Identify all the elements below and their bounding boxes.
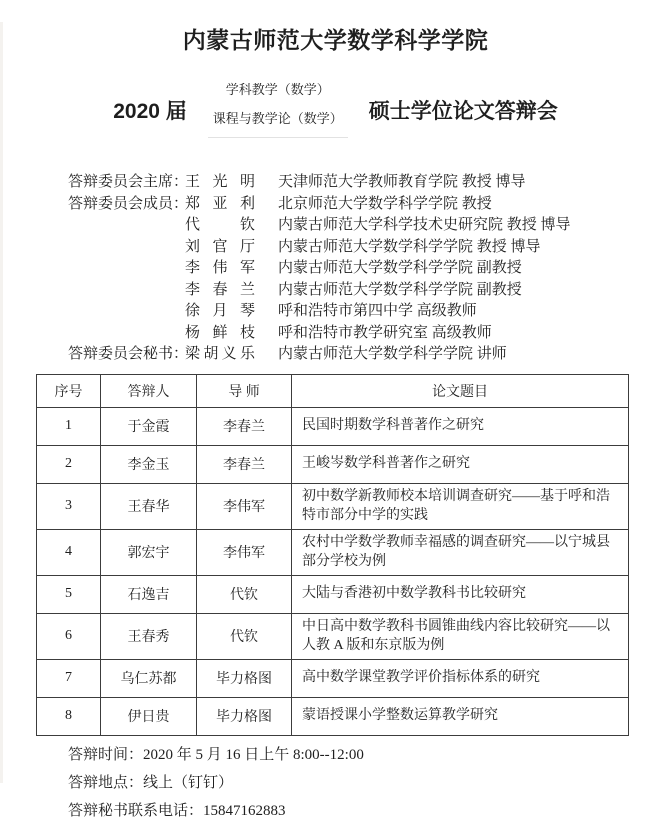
table-row bbox=[37, 407, 629, 445]
table-row bbox=[37, 483, 629, 529]
committee-member-affiliation: 内蒙古师范大学数学科学学院 副教授 bbox=[278, 260, 522, 276]
table-row bbox=[37, 697, 629, 735]
committee-member-name: 徐 月 琴 bbox=[185, 303, 255, 319]
cell-defender: 伊日贵 bbox=[101, 697, 197, 735]
cell-advisor: 毕力格图 bbox=[197, 659, 292, 697]
committee-member-name: 李 伟 军 bbox=[185, 260, 255, 276]
col-header-advisor: 导 师 bbox=[197, 374, 292, 407]
committee-role-label: 答辩委员会主席： bbox=[68, 174, 189, 190]
committee-member-affiliation: 呼和浩特市第四中学 高级教师 bbox=[278, 303, 477, 319]
committee-role-label bbox=[68, 258, 185, 280]
committee-list bbox=[68, 172, 671, 366]
cell-index: 5 bbox=[37, 575, 101, 613]
cell-index: 8 bbox=[37, 697, 101, 735]
program-stack bbox=[204, 81, 352, 138]
cell-thesis-title: 民国时期数学科普著作之研究 bbox=[292, 407, 629, 445]
committee-member-name: 王 光 明 bbox=[185, 174, 255, 190]
cell-thesis-title: 农村中学数学教师幸福感的调查研究——以宁城县部分学校为例 bbox=[292, 529, 629, 575]
committee-member-affiliation: 内蒙古师范大学科学技术史研究院 教授 博导 bbox=[278, 217, 571, 233]
committee-role-label: 答辩委员会秘书： bbox=[68, 346, 189, 362]
cell-index: 4 bbox=[37, 529, 101, 575]
cell-index: 6 bbox=[37, 613, 101, 659]
committee-member-affiliation: 呼和浩特市教学研究室 高级教师 bbox=[278, 324, 492, 341]
committee-row bbox=[68, 194, 671, 216]
col-header-index: 序号 bbox=[37, 374, 101, 407]
committee-row bbox=[68, 280, 671, 302]
committee-member-affiliation: 天津师范大学教师教育学院 教授 博导 bbox=[278, 174, 526, 190]
committee-member-name: 杨 鲜 枝 bbox=[185, 324, 255, 341]
cell-thesis-title: 蒙语授课小学整数运算教学研究 bbox=[292, 697, 629, 735]
committee-role-label bbox=[68, 237, 185, 259]
cell-thesis-title: 初中数学新教师校本培训调查研究——基于呼和浩特市部分中学的实践 bbox=[292, 483, 629, 529]
committee-row bbox=[68, 301, 671, 323]
cell-defender: 于金霞 bbox=[101, 407, 197, 445]
document-page bbox=[0, 22, 671, 820]
program-bottom: 课程与教学论（数学） bbox=[212, 111, 343, 126]
heading-suffix: 硕士学位论文答辩会 bbox=[368, 99, 558, 123]
table-row bbox=[37, 445, 629, 483]
committee-row bbox=[68, 323, 671, 345]
cell-advisor: 李伟军 bbox=[197, 529, 292, 575]
cell-defender: 郭宏宇 bbox=[101, 529, 197, 575]
footer-info bbox=[68, 747, 671, 820]
committee-row bbox=[68, 344, 671, 366]
committee-member-name: 梁胡义乐 bbox=[185, 346, 255, 362]
col-header-defender: 答辩人 bbox=[101, 374, 197, 407]
cell-defender: 石逸吉 bbox=[101, 575, 197, 613]
table-row bbox=[37, 575, 629, 613]
cell-defender: 王春秀 bbox=[101, 613, 197, 659]
cell-advisor: 代钦 bbox=[197, 613, 292, 659]
program-top: 学科教学（数学） bbox=[225, 82, 330, 97]
defense-place: 答辩地点：线上（钉钉） bbox=[68, 774, 234, 791]
cell-advisor: 代钦 bbox=[197, 575, 292, 613]
committee-role-label: 答辩委员会成员： bbox=[68, 195, 189, 212]
cell-thesis-title: 王峻岑数学科普著作之研究 bbox=[292, 445, 629, 483]
cell-index: 3 bbox=[37, 483, 101, 529]
cell-thesis-title: 高中数学课堂教学评价指标体系的研究 bbox=[292, 659, 629, 697]
committee-role-label bbox=[68, 323, 185, 345]
heading-year: 2020 届 bbox=[113, 99, 187, 123]
table-row bbox=[37, 613, 629, 659]
cell-defender: 王春华 bbox=[101, 483, 197, 529]
committee-member-affiliation: 内蒙古师范大学数学科学学院 讲师 bbox=[278, 346, 507, 362]
cell-index: 2 bbox=[37, 445, 101, 483]
table-header-row bbox=[37, 374, 629, 407]
committee-member-name: 郑 亚 利 bbox=[185, 195, 255, 212]
committee-row bbox=[68, 172, 671, 194]
committee-member-name: 李 春 兰 bbox=[185, 281, 255, 298]
committee-member-affiliation: 内蒙古师范大学数学科学学院 教授 博导 bbox=[278, 238, 541, 255]
committee-role-label bbox=[68, 215, 185, 237]
committee-role-label bbox=[68, 301, 185, 323]
committee-row bbox=[68, 258, 671, 280]
secretary-phone: 答辩秘书联系电话：15847162883 bbox=[68, 802, 286, 819]
cell-defender: 乌仁苏都 bbox=[101, 659, 197, 697]
committee-row bbox=[68, 215, 671, 237]
committee-member-name: 刘 官 厅 bbox=[185, 238, 255, 255]
committee-role-label bbox=[68, 280, 185, 302]
defense-table bbox=[36, 374, 629, 736]
cell-advisor: 李伟军 bbox=[197, 483, 292, 529]
cell-thesis-title: 大陆与香港初中数学教科书比较研究 bbox=[292, 575, 629, 613]
table-row bbox=[37, 529, 629, 575]
cell-advisor: 李春兰 bbox=[197, 445, 292, 483]
cell-defender: 李金玉 bbox=[101, 445, 197, 483]
defense-time: 答辩时间：2020 年 5 月 16 日上午 8:00--12:00 bbox=[68, 746, 364, 763]
committee-row bbox=[68, 237, 671, 259]
cell-advisor: 毕力格图 bbox=[197, 697, 292, 735]
program-underline bbox=[208, 137, 348, 138]
committee-member-affiliation: 内蒙古师范大学数学科学学院 副教授 bbox=[278, 281, 522, 298]
cell-index: 1 bbox=[37, 407, 101, 445]
cell-thesis-title: 中日高中数学教科书圆锥曲线内容比较研究——以人教 A 版和东京版为例 bbox=[292, 613, 629, 659]
table-row bbox=[37, 659, 629, 697]
page-title: 内蒙古师范大学数学科学学院 bbox=[182, 27, 489, 53]
cell-index: 7 bbox=[37, 659, 101, 697]
committee-member-affiliation: 北京师范大学数学科学学院 教授 bbox=[278, 195, 492, 212]
defense-heading bbox=[0, 81, 671, 138]
page-edge-strip bbox=[0, 22, 3, 783]
cell-advisor: 李春兰 bbox=[197, 407, 292, 445]
committee-member-name: 代 钦 bbox=[185, 217, 255, 233]
col-header-thesis-title: 论文题目 bbox=[292, 374, 629, 407]
